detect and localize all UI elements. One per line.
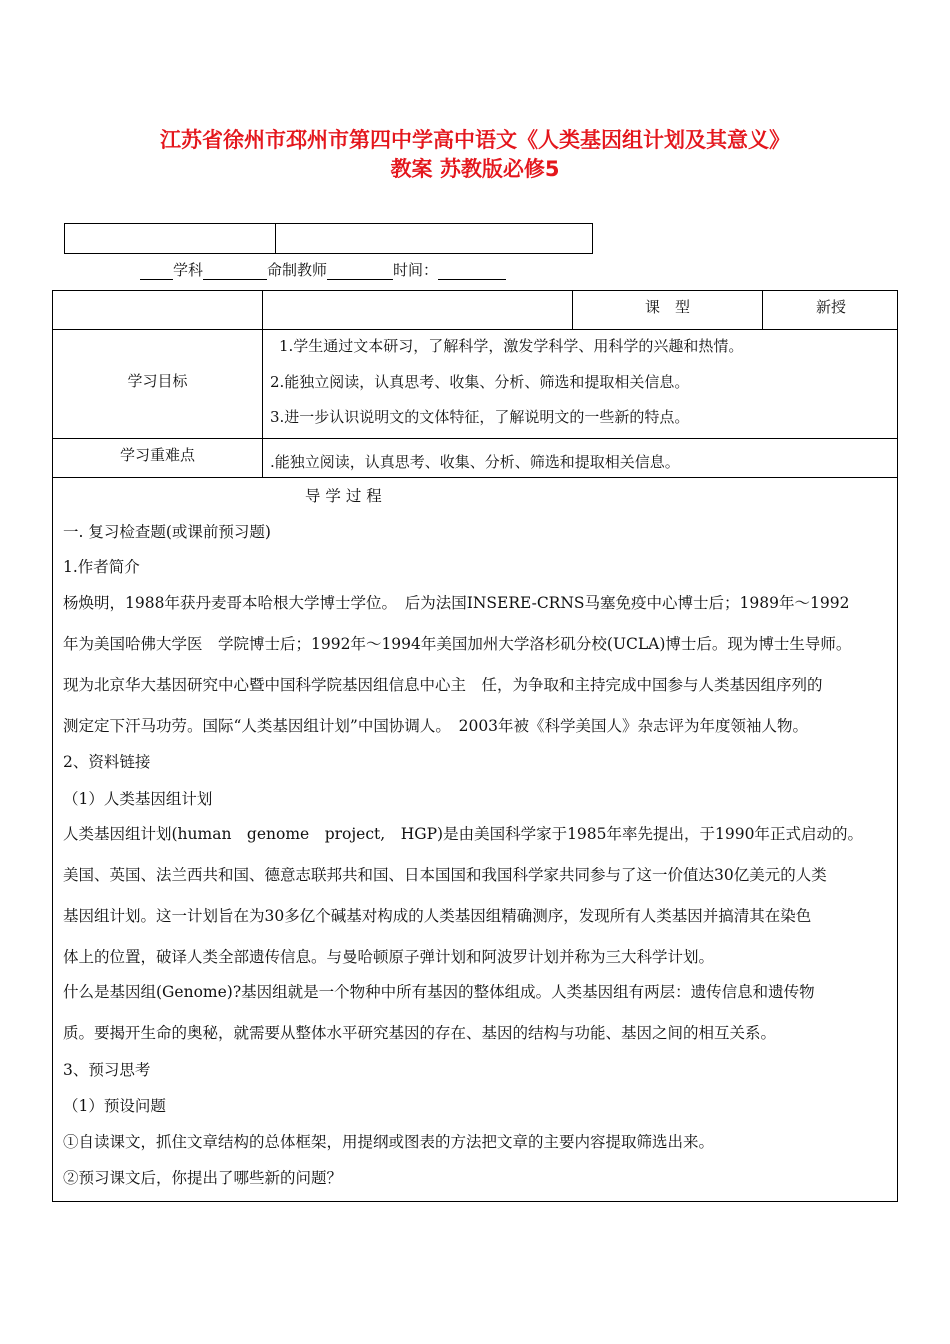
time-label: 时间： <box>393 261 439 279</box>
header-blank-table <box>64 223 593 254</box>
preview-title: 3、预习思考 <box>63 1061 151 1079</box>
col-divider-1 <box>262 291 263 477</box>
links-title: 2、资料链接 <box>63 753 151 771</box>
row-divider-3 <box>53 477 897 478</box>
goal-item: 2.能独立阅读，认真思考、收集、分析、筛选和提取相关信息。 <box>270 373 690 391</box>
info-line <box>140 259 506 280</box>
hgp-title: （1）人类基因组计划 <box>63 790 213 808</box>
document-title-line-1: 江苏省徐州市邳州市第四中学高中语文《人类基因组计划及其意义》 <box>160 128 790 152</box>
teacher-label: 命制教师 <box>267 261 328 279</box>
author-line: 测定定下汗马功劳。国际“人类基因组计划”中国协调人。 2003年被《科学美国人》杂志评为年度领袖人物。 <box>63 717 809 735</box>
hgp-line: 美国、英国、法兰西共和国、德意志联邦共和国、日本国国和我国科学家共同参与了这一价值达30亿美元的人类 <box>63 866 827 884</box>
hgp-line: 人类基因组计划(human genome project, HGP)是由美国科学家于1985年率先提出，于1990年正式启动的。 <box>63 825 863 843</box>
goal-item: 3.进一步认识说明文的文体特征，了解说明文的一些新的特点。 <box>270 408 690 426</box>
hgp-line: 体上的位置，破译人类全部遗传信息。与曼哈顿原子弹计划和阿波罗计划并称为三大科学计划。 <box>63 948 715 966</box>
author-line: 杨焕明，1988年获丹麦哥本哈根大学博士学位。 后为法国INSERE-CRNS马塞免疫中心博士后；1989年～1992 <box>63 594 850 612</box>
course-type-value: 新授 <box>815 298 846 316</box>
subject-label: 学科 <box>173 261 204 279</box>
key-points-text: .能独立阅读，认真思考、收集、分析、筛选和提取相关信息。 <box>270 453 680 471</box>
section-1-title: 一. 复习检查题(或课前预习题) <box>63 523 271 541</box>
subject-blank <box>140 262 173 280</box>
row-divider-1 <box>53 329 897 330</box>
author-line: 现为北京华大基因研究中心暨中国科学院基因组信息中心主 任，为争取和主持完成中国参与人类基因组序列的 <box>63 676 823 694</box>
row-divider-2 <box>53 438 897 439</box>
genome-line: 质。要揭开生命的奥秘，就需要从整体水平研究基因的存在、基因的结构与功能、基因之间的相互关系。 <box>63 1024 777 1042</box>
process-heading: 导 学 过 程 <box>305 487 382 505</box>
header-table-divider <box>275 224 276 253</box>
question-item: ①自读课文，抓住文章结构的总体框架，用提纲或图表的方法把文章的主要内容提取筛选出来。 <box>63 1133 715 1151</box>
time-blank-before <box>327 262 393 280</box>
preset-title: （1）预设问题 <box>63 1097 166 1115</box>
genome-line: 什么是基因组(Genome)?基因组就是一个物种中所有基因的整体组成。人类基因组有两层：遗传信息和遗传物 <box>63 983 815 1001</box>
document-title-line-2: 教案 苏教版必修5 <box>390 157 560 181</box>
hgp-line: 基因组计划。这一计划旨在为30多亿个碱基对构成的人类基因组精确测序，发现所有人类基因并搞清其在染色 <box>63 907 812 925</box>
author-title: 1.作者简介 <box>63 558 140 576</box>
author-line: 年为美国哈佛大学医 学院博士后；1992年～1994年美国加州大学洛杉矶分校(UCLA)博士后。现为博士生导师。 <box>63 635 852 653</box>
lesson-plan-table <box>52 290 898 1202</box>
teacher-blank <box>203 262 267 280</box>
key-points-label: 学习重难点 <box>119 446 195 464</box>
goal-item: 1.学生通过文本研习，了解科学，激发学科学、用科学的兴趣和热情。 <box>279 337 744 355</box>
goals-label: 学习目标 <box>127 372 188 390</box>
course-type-label: 课 型 <box>644 298 690 316</box>
time-blank <box>438 262 506 280</box>
question-item: ②预习课文后，你提出了哪些新的问题？ <box>63 1169 343 1187</box>
